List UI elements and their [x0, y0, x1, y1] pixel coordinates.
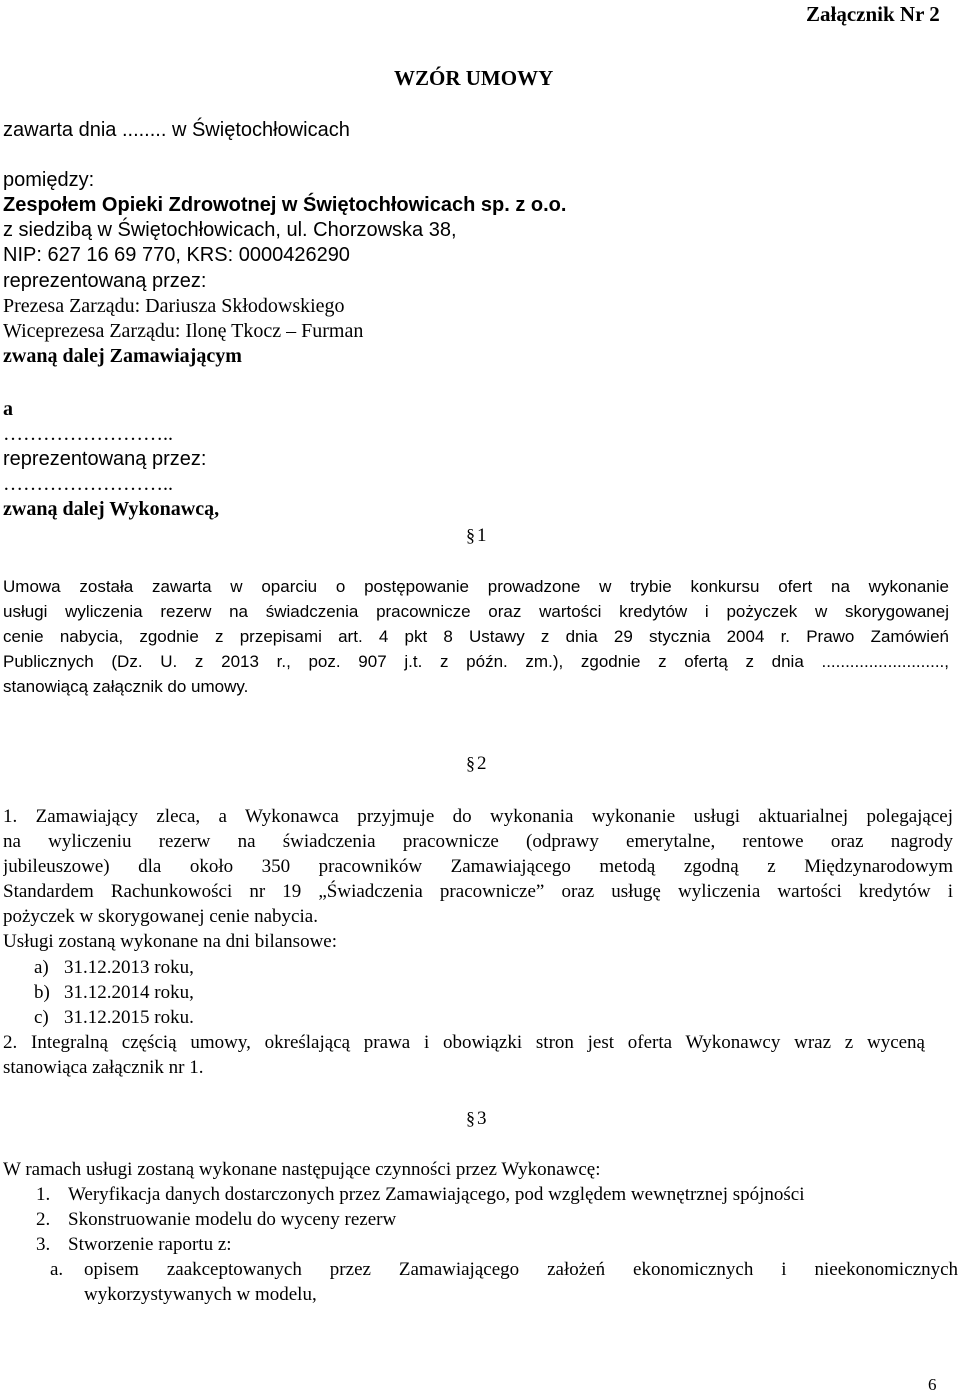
representative-2: Wiceprezesa Zarządu: Ilonę Tkocz – Furman	[3, 320, 364, 342]
s3-sub-marker: a.	[50, 1259, 64, 1280]
between-label: pomiędzy:	[3, 169, 95, 191]
s3-sub-line-2: wykorzystywanych w modelu,	[84, 1284, 317, 1305]
s3-item-text: Weryfikacja danych dostarczonych przez Zamawiającego, pod względem wewnętrznej spójności	[68, 1184, 805, 1205]
section-number: 2	[477, 753, 487, 774]
section-sign: §	[466, 753, 475, 773]
representative-1: Prezesa Zarządu: Dariusza Skłodowskiego	[3, 295, 345, 317]
blank-contractor: ……………………..	[3, 423, 173, 445]
section-2-heading	[466, 751, 487, 776]
s3-item-text: Skonstruowanie modelu do wyceny rezerw	[68, 1209, 397, 1230]
s2-p1-line-1: 1. Zamawiający zleca, a Wykonawca przyjmuje do wykonania wykonanie usługi aktuarialnej polegającej	[3, 806, 953, 827]
and-label: a	[3, 398, 13, 420]
date-item-marker: b)	[34, 982, 50, 1003]
s1-line-4: Publicznych (Dz. U. z 2013 r., poz. 907 j.t. z późn. zm.), zgodnie z ofertą z dnia ..........................,	[3, 652, 949, 671]
section-3-heading	[466, 1106, 487, 1131]
dates-intro: Usługi zostaną wykonane na dni bilansowe:	[3, 931, 338, 952]
s2-p1-line-5: pożyczek w skorygowanej cenie nabycia.	[3, 906, 318, 927]
section-number: 1	[477, 525, 487, 546]
page-number: 6	[928, 1375, 937, 1394]
represented-by-label: reprezentowaną przez:	[3, 270, 207, 292]
s2-p1-line-3: jubileuszowe) dla około 350 pracowników Zamawiającego metodą zgodną z Międzynarodowym	[3, 856, 953, 877]
s3-item-marker: 2.	[36, 1209, 51, 1230]
date-item-marker: a)	[34, 957, 49, 978]
date-item-text: 31.12.2015 roku.	[64, 1007, 194, 1028]
s3-intro: W ramach usługi zostaną wykonane następujące czynności przez Wykonawcę:	[3, 1159, 601, 1180]
s2-p1-line-2: na wyliczeniu rezerw na świadczenia pracownicze (odprawy emerytalne, rentowe oraz nagrody	[3, 831, 953, 852]
date-item-text: 31.12.2014 roku,	[64, 982, 194, 1003]
party1-address: z siedzibą w Świętochłowicach, ul. Chorzowska 38,	[3, 219, 457, 241]
s2-p2-line-2: stanowiąca załącznik nr 1.	[3, 1057, 204, 1078]
date-line: zawarta dnia ........ w Świętochłowicach	[3, 119, 350, 141]
s2-p2-line-1: 2. Integralną częścią umowy, określającą prawa i obowiązki stron jest oferta Wykonawcy wraz z wyceną	[3, 1032, 925, 1053]
represented-by-label-2: reprezentowaną przez:	[3, 448, 207, 470]
party2-called: zwaną dalej Wykonawcą,	[3, 498, 220, 520]
s1-line-2: usługi wyliczenia rezerw na świadczenia pracownicze oraz wartości kredytów i pożyczek w skorygowanej	[3, 602, 949, 621]
section-sign: §	[466, 1108, 475, 1128]
attachment-label: Załącznik Nr 2	[806, 2, 940, 26]
s1-line-3: cenie nabycia, zgodnie z przepisami art. 4 pkt 8 Ustawy z dnia 29 stycznia 2004 r. Prawo Zamówień	[3, 627, 949, 646]
s3-item-marker: 1.	[36, 1184, 51, 1205]
s3-item-text: Stworzenie raportu z:	[68, 1234, 232, 1255]
section-number: 3	[477, 1108, 487, 1129]
date-item-text: 31.12.2013 roku,	[64, 957, 194, 978]
document-title: WZÓR UMOWY	[394, 66, 554, 90]
date-item-marker: c)	[34, 1007, 49, 1028]
section-1-heading	[466, 523, 487, 548]
blank-representative: ……………………..	[3, 473, 173, 495]
s2-p1-line-4: Standardem Rachunkowości nr 19 „Świadczenia pracownicze” oraz usługę wyliczenia wartości kredytów i	[3, 881, 953, 902]
s3-item-marker: 3.	[36, 1234, 51, 1255]
section-sign: §	[466, 525, 475, 545]
s1-line-5: stanowiącą załącznik do umowy.	[3, 677, 249, 696]
party1-called: zwaną dalej Zamawiającym	[3, 345, 242, 367]
s1-line-1: Umowa została zawarta w oparciu o postępowanie prowadzone w trybie konkursu ofert na wykonanie	[3, 577, 949, 596]
party1-ids: NIP: 627 16 69 770, KRS: 0000426290	[3, 244, 350, 266]
party1-name: Zespołem Opieki Zdrowotnej w Świętochłowicach sp. z o.o.	[3, 194, 567, 216]
s3-sub-line-1: opisem zaakceptowanych przez Zamawiającego założeń ekonomicznych i nieekonomicznych	[84, 1259, 958, 1280]
